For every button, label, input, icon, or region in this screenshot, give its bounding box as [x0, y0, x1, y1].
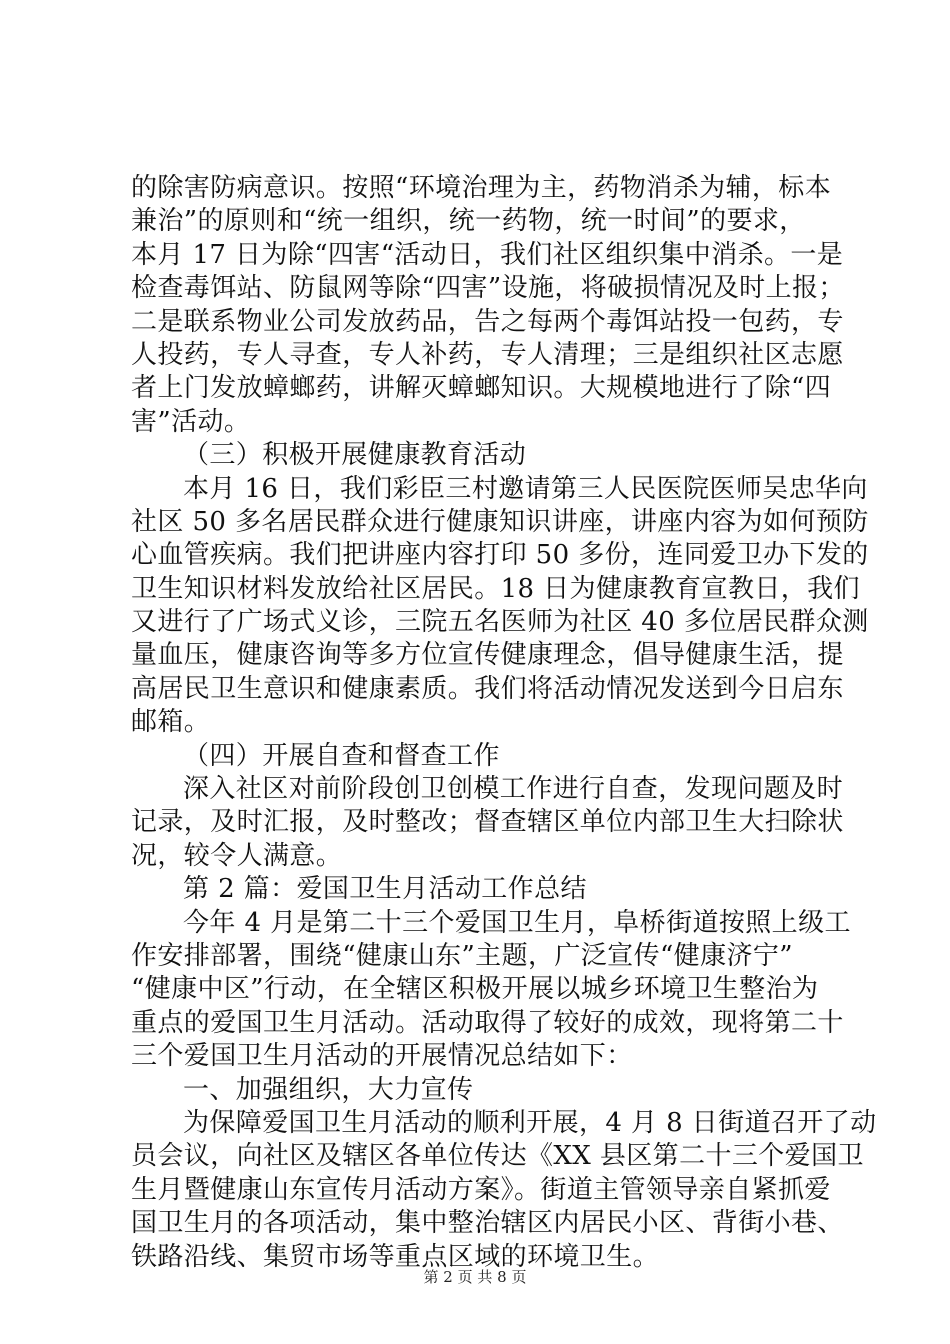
paragraph-start: 为保障爱国卫生月活动的顺利开展，4 月 8 日街道召开了动: [183, 1107, 877, 1138]
text-line: 况，较令人满意。: [131, 840, 343, 871]
text-line: 量血压，健康咨询等多方位宣传健康理念，倡导健康生活，提: [131, 640, 844, 671]
text-line: 人投药，专人寻查，专人补药，专人清理；三是组织社区志愿: [131, 339, 844, 370]
text-line: 记录，及时汇报，及时整改；督查辖区单位内部卫生大扫除状: [131, 807, 844, 838]
text-line: 社区 50 多名居民群众进行健康知识讲座，讲座内容为如何预防: [131, 506, 869, 537]
text-line: 作安排部署，围绕“健康山东”主题，广泛宣传“健康济宁”: [131, 940, 793, 971]
text-line: 生月暨健康山东宣传月活动方案》。街道主管领导亲自紧抓爱: [131, 1174, 831, 1205]
text-line: 国卫生月的各项活动，集中整治辖区内居民小区、背街小巷、: [131, 1208, 844, 1239]
text-line: 卫生知识材料发放给社区居民。18 日为健康教育宣教日，我们: [131, 573, 860, 604]
text-line: 兼治”的原则和“统一组织，统一药物，统一时间”的要求，: [131, 206, 806, 237]
chapter-heading: 第 2 篇：爱国卫生月活动工作总结: [183, 874, 587, 905]
text-line: 害”活动。: [131, 406, 251, 437]
paragraph-start: 深入社区对前阶段创卫创模工作进行自查，发现问题及时: [183, 774, 844, 805]
text-line: 者上门发放蟑螂药，讲解灭蟑螂知识。大规模地进行了除“四: [131, 373, 832, 404]
text-line: “健康中区”行动，在全辖区积极开展以城乡环境卫生整治为: [131, 974, 819, 1005]
paragraph-start: 本月 16 日，我们彩臣三村邀请第三人民医院医师吴忠华向: [183, 473, 868, 504]
text-line: 高居民卫生意识和健康素质。我们将活动情况发送到今日启东: [131, 673, 844, 704]
text-line: 重点的爱国卫生月活动。活动取得了较好的成效，现将第二十: [131, 1007, 844, 1038]
text-line: 三个爱国卫生月活动的开展情况总结如下：: [131, 1041, 633, 1072]
text-line: 铁路沿线、集贸市场等重点区域的环境卫生。: [131, 1241, 660, 1272]
text-line: 又进行了广场式义诊，三院五名医师为社区 40 多位居民群众测: [131, 607, 869, 638]
text-line: 员会议，向社区及辖区各单位传达《XX 县区第二十三个爱国卫: [131, 1141, 864, 1172]
text-line: 心血管疾病。我们把讲座内容打印 50 多份，连同爱卫办下发的: [131, 540, 869, 571]
section-heading: （三）积极开展健康教育活动: [183, 440, 527, 471]
section-heading: （四）开展自查和督查工作: [183, 740, 500, 771]
text-line: 的除害防病意识。按照“环境治理为主，药物消杀为辅，标本: [131, 173, 832, 203]
paragraph-start: 今年 4 月是第二十三个爱国卫生月，阜桥街道按照上级工: [183, 907, 851, 938]
text-line: 邮箱。: [131, 707, 211, 738]
text-line: 本月 17 日为除“四害“活动日，我们社区组织集中消杀。一是: [131, 239, 844, 270]
page-number-footer: 第 2 页 共 8 页: [423, 1268, 527, 1286]
text-line: 二是联系物业公司发放药品，告之每两个毒饵站投一包药，专: [131, 306, 844, 337]
section-heading: 一、加强组织，大力宣传: [183, 1074, 474, 1105]
text-line: 检查毒饵站、防鼠网等除“四害”设施，将破损情况及时上报；: [131, 273, 845, 304]
document-body: [131, 172, 877, 1274]
